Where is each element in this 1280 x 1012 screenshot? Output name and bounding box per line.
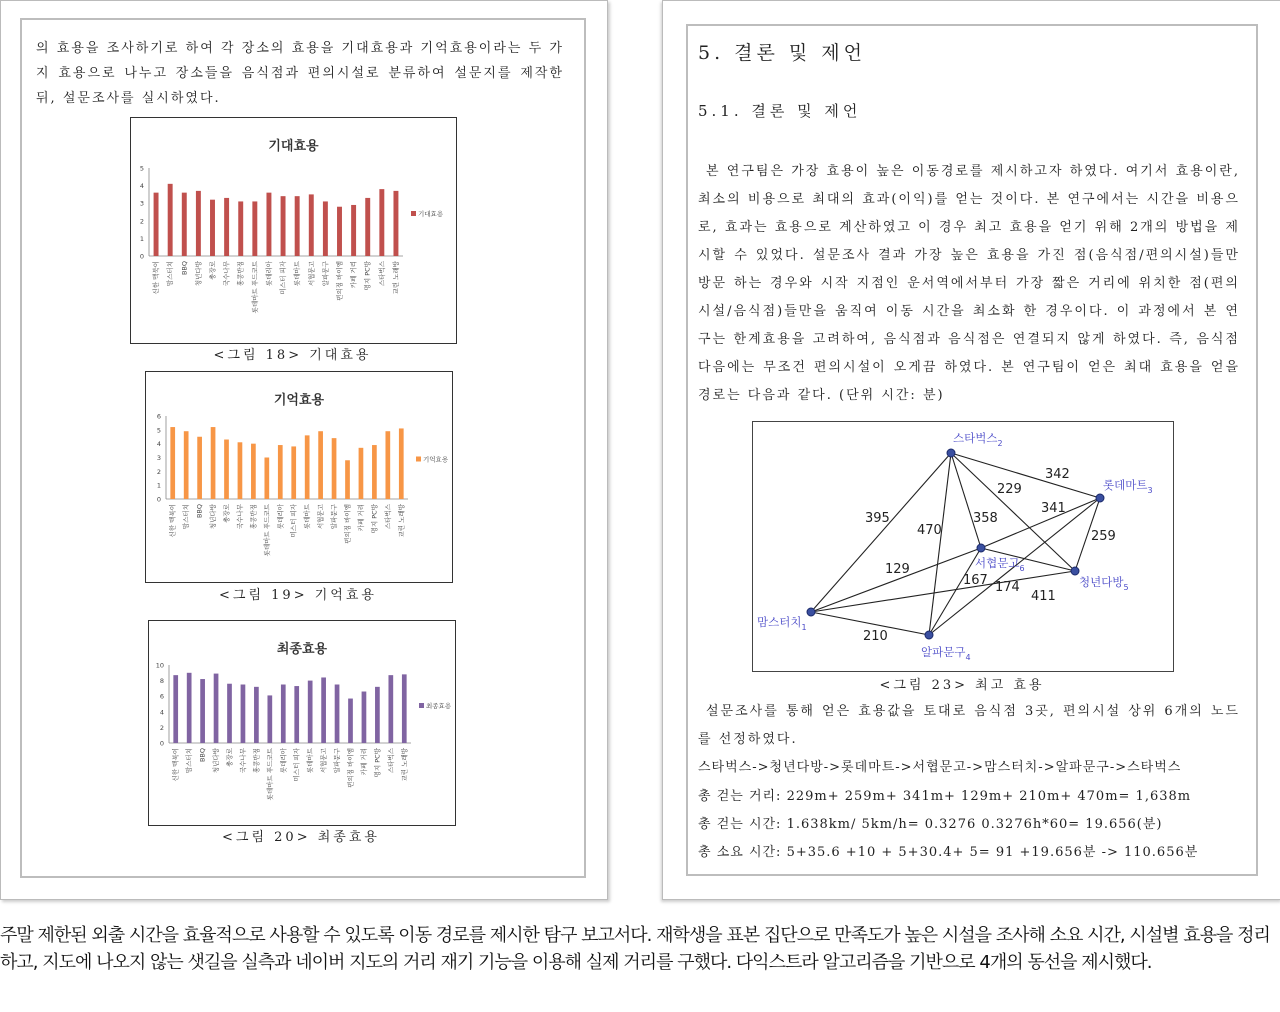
edge-weight-label: 259 xyxy=(1091,529,1116,544)
y-tick-label: 10 xyxy=(155,661,164,670)
x-tick-label: 스타벅스 xyxy=(377,261,386,287)
utility-graph-svg xyxy=(753,422,1173,671)
bar xyxy=(281,685,286,744)
expected-utility-chart xyxy=(130,117,457,344)
graph-node xyxy=(807,608,815,616)
fig23-caption: <그림 23> 최고 효용 xyxy=(879,678,1045,693)
edge-weight-label: 358 xyxy=(973,511,998,526)
total-walk-time-text: 총 걷는 시간: 1.638km/ 5km/h= 0.3276 0.3276h*60= 19.656(분) xyxy=(698,817,1163,832)
bar xyxy=(385,431,390,499)
x-tick-label: 스타벅스 xyxy=(383,504,392,530)
x-tick-label: 롯데리아 xyxy=(264,261,273,287)
x-tick-label: BBQ xyxy=(195,504,204,519)
bar xyxy=(375,687,380,743)
bar xyxy=(351,205,356,256)
y-tick-label: 5 xyxy=(139,164,144,173)
edge-weight-label: 174 xyxy=(995,580,1020,595)
total-time-text: 총 소요 시간: 5+35.6 +10 + 5+30.4+ 5= 91 +19.656분 -> 110.656분 xyxy=(698,845,1199,860)
bar xyxy=(388,675,393,743)
x-tick-label: 청년다방 xyxy=(209,504,218,530)
bar xyxy=(318,431,323,499)
graph-edge xyxy=(929,453,951,635)
subsection-title: 5.1. 결론 및 제언 xyxy=(698,102,862,120)
node-label: 롯데마트$_3$ xyxy=(1103,478,1153,495)
x-tick-label: 서협문고 xyxy=(319,748,328,774)
bar xyxy=(393,191,398,256)
x-tick-label: 서협문고 xyxy=(316,504,325,530)
node-label: 서협문고$_6$ xyxy=(975,556,1025,573)
graph-edge xyxy=(811,548,981,612)
x-tick-label: 명지 PC방 xyxy=(363,261,372,291)
x-tick-label: 카페 거리 xyxy=(356,504,365,532)
fig19-caption: <그림 19> 기억효용 xyxy=(219,588,377,603)
y-tick-label: 3 xyxy=(156,454,161,462)
graph-node xyxy=(977,544,985,552)
x-tick-label: 명지 PC방 xyxy=(370,504,379,534)
x-tick-label: 홍콩반점 xyxy=(249,504,258,530)
section-title: 5. 결론 및 제언 xyxy=(698,42,867,64)
edge-weight-label: 210 xyxy=(863,629,888,644)
x-tick-label: 국수나무 xyxy=(238,748,247,774)
bar xyxy=(266,193,271,256)
bar xyxy=(399,428,404,499)
x-tick-label: 청년다방 xyxy=(194,261,203,287)
bar xyxy=(214,674,219,743)
bar xyxy=(184,431,189,499)
bar xyxy=(281,196,286,256)
final-utility-chart-svg xyxy=(149,621,455,825)
expected-utility-chart-svg xyxy=(131,118,456,343)
x-tick-label: 맘스터치 xyxy=(166,261,175,287)
x-tick-label: 미스터 피자 xyxy=(292,748,301,782)
edge-weight-label: 395 xyxy=(865,511,890,526)
y-tick-label: 2 xyxy=(156,467,161,476)
bar xyxy=(359,448,364,499)
x-tick-label: 홍콩반점 xyxy=(252,748,261,774)
bar xyxy=(170,427,175,499)
bar xyxy=(305,435,310,499)
x-tick-label: 충장로 xyxy=(225,748,234,767)
bar xyxy=(210,200,215,256)
x-tick-label: 알파문구 xyxy=(333,748,342,774)
bar xyxy=(345,460,350,499)
x-tick-label: 신한 맥북이 xyxy=(168,504,177,538)
x-tick-label: 국수나무 xyxy=(235,504,244,530)
x-tick-label: 서협문고 xyxy=(307,261,316,287)
x-tick-label: 충장로 xyxy=(208,261,217,280)
bar xyxy=(402,674,407,743)
y-tick-label: 6 xyxy=(159,692,164,701)
bar xyxy=(197,437,202,499)
y-tick-label: 0 xyxy=(159,739,164,748)
edge-weight-label: 341 xyxy=(1041,501,1066,516)
x-tick-label: 알파문구 xyxy=(321,261,330,287)
y-tick-label: 2 xyxy=(139,217,144,226)
intro-paragraph: 의 효용을 조사하기로 하여 각 장소의 효용을 기대효용과 기억효용이라는 두 가지 효용으로 나누고 장소들을 음식점과 편의시설로 분류하여 설문지를 제작한 뒤, 설문조사를 실시하였다. xyxy=(36,41,564,106)
edge-weight-label: 167 xyxy=(963,573,988,588)
bar xyxy=(372,445,377,499)
conclusion-paragraph: 본 연구팀은 가장 효용이 높은 이동경로를 제시하고자 하였다. 여기서 효용이란, 최소의 비용으로 최대의 효과(이익)를 얻는 것이다. 본 연구에서는 시간을 비용으로, 효과는 효용으로 계산하였고 이 경우 최고 효용을 얻기 위해 2개의 방법을 제시할 수 있었다. 설문조사 결과 가장 높은 효용을 가진 점(음식점/편의시설)들만 방문 하는 경우와 시작 지점인 운서역에서부터 가장 짧은 거리에 위치한 점(편의시설/음식점)들만을 움직여 이동 시간을 최소화 한 경우이다. 이 과정에서 본 연구는 한계효용을 고려하여, 음식점과 음식점은 연결되지 않게 하였다. 즉, 음식점 다음에는 무조건 편의시설이 오게끔 하였다. 본 연구팀이 얻은 최대 효용을 얻을 경로는 다음과 같다. (단위 시간: 분) xyxy=(698,164,1240,403)
bar xyxy=(173,675,178,743)
memory-utility-chart xyxy=(145,371,453,583)
bar xyxy=(337,207,342,256)
bar xyxy=(211,427,216,499)
bar xyxy=(264,458,269,500)
memory-utility-chart-svg xyxy=(146,372,452,582)
x-tick-label: 편의점 바이엠 xyxy=(335,261,344,301)
y-tick-label: 4 xyxy=(139,182,144,191)
bar xyxy=(251,444,256,499)
x-tick-label: 롯데리아 xyxy=(279,748,288,774)
x-tick-label: 편의점 바이엠 xyxy=(346,748,355,788)
x-tick-label: 편의점 바이엠 xyxy=(343,504,352,544)
graph-node xyxy=(1096,494,1104,502)
x-tick-label: 카페 거리 xyxy=(359,748,368,776)
bar xyxy=(294,686,299,743)
bar xyxy=(335,685,340,744)
bar xyxy=(254,687,259,743)
edge-weight-label: 342 xyxy=(1045,467,1070,482)
y-tick-label: 8 xyxy=(159,677,164,686)
bar xyxy=(308,681,313,743)
node-label: 스타벅스$_2$ xyxy=(953,431,1003,448)
bar xyxy=(379,189,384,256)
edge-weight-label: 411 xyxy=(1031,589,1056,604)
chart-title: 기대효용 xyxy=(268,139,319,154)
x-tick-label: 알파문구 xyxy=(330,504,339,530)
bar xyxy=(267,695,272,743)
x-tick-label: 국수나무 xyxy=(222,261,231,287)
bar xyxy=(187,673,192,743)
x-tick-label: 교린 노래방 xyxy=(391,261,400,295)
y-tick-label: 4 xyxy=(159,708,164,717)
legend-label: 기대효용 xyxy=(418,210,444,218)
bar xyxy=(323,201,328,256)
x-tick-label: 신한 맥북이 xyxy=(152,261,161,295)
graph-node xyxy=(925,631,933,639)
bar xyxy=(154,193,159,256)
x-tick-label: 신한 맥북이 xyxy=(171,748,180,782)
legend-label: 기억효용 xyxy=(423,455,449,464)
y-tick-label: 0 xyxy=(139,252,144,261)
bar xyxy=(348,699,353,743)
bar xyxy=(182,193,187,256)
bar xyxy=(238,201,243,256)
bar xyxy=(238,442,243,499)
legend-swatch xyxy=(416,457,421,462)
x-tick-label: 청년다방 xyxy=(212,748,221,774)
utility-graph xyxy=(752,421,1174,672)
node-label: 청년다방$_5$ xyxy=(1079,575,1129,592)
legend-label: 최종효용 xyxy=(426,702,452,710)
x-tick-label: 맘스터치 xyxy=(185,748,194,774)
x-tick-label: 충장로 xyxy=(222,504,231,523)
x-tick-label: 롯데마트 xyxy=(293,261,302,287)
report-summary: 주말 제한된 외출 시간을 효율적으로 사용할 수 있도록 이동 경로를 제시한 탐구 보고서다. 재학생을 표본 집단으로 만족도가 높은 시설을 조사해 소요 시간, 시설별 효용을 정리하고, 지도에 나오지 않는 샛길을 실측과 네이버 지도의 거리 재기 기능을 이용해 실제 거리를 구했다. 다익스트라 알고리즘을 기반으로 4개의 동선을 제시했다. xyxy=(0,925,1270,973)
x-tick-label: 롯데마트 푸드코트 xyxy=(250,261,259,314)
bar xyxy=(278,445,283,499)
x-tick-label: 교린 노래방 xyxy=(400,748,409,782)
bar xyxy=(332,438,337,499)
bar xyxy=(224,198,229,256)
bar xyxy=(252,201,257,256)
legend-swatch xyxy=(411,211,416,216)
y-tick-label: 2 xyxy=(159,723,164,732)
edge-weight-label: 470 xyxy=(917,523,942,538)
chart-title: 기억효용 xyxy=(273,393,325,408)
bar xyxy=(295,196,300,256)
x-tick-label: 롯데마트 푸드코트 xyxy=(262,504,271,557)
bar xyxy=(321,677,326,743)
bar xyxy=(241,685,246,744)
x-tick-label: 롯데마트 xyxy=(306,748,315,774)
x-tick-label: BBQ xyxy=(180,261,189,276)
y-tick-label: 4 xyxy=(156,440,161,449)
x-tick-label: 롯데리아 xyxy=(276,504,285,530)
y-tick-label: 1 xyxy=(139,234,144,243)
y-tick-label: 3 xyxy=(139,199,144,208)
graph-node xyxy=(947,449,955,457)
node-label: 알파문구$_4$ xyxy=(921,645,971,662)
node-label: 맘스터치$_1$ xyxy=(757,615,807,632)
x-tick-label: 미스터 피자 xyxy=(289,504,298,538)
bar xyxy=(196,191,201,256)
x-tick-label: 미스터 피자 xyxy=(279,261,288,295)
final-utility-chart xyxy=(148,620,456,826)
x-tick-label: 명지 PC방 xyxy=(373,748,382,778)
chart-title: 최종효용 xyxy=(276,642,328,657)
graph-edge xyxy=(929,548,981,635)
graph-node xyxy=(1071,567,1079,575)
x-tick-label: 카페 거리 xyxy=(349,261,358,289)
x-tick-label: 롯데마트 xyxy=(303,504,312,530)
x-tick-label: 스타벅스 xyxy=(386,748,395,774)
bar xyxy=(309,194,314,256)
bar xyxy=(365,198,370,256)
x-tick-label: 맘스터치 xyxy=(182,504,191,530)
edge-weight-label: 129 xyxy=(885,562,910,577)
route-text: 스타벅스->청년다방->롯데마트->서협문고->맘스터치->알파문구->스타벅스 xyxy=(698,760,1182,775)
y-tick-label: 6 xyxy=(156,412,161,421)
bar xyxy=(291,446,296,499)
bar xyxy=(168,184,173,256)
bar xyxy=(227,684,232,743)
y-tick-label: 1 xyxy=(156,481,161,490)
bar xyxy=(200,679,205,743)
legend-swatch xyxy=(419,703,424,708)
bar xyxy=(224,440,229,499)
y-tick-label: 0 xyxy=(156,495,161,504)
fig20-caption: <그림 20> 최종효용 xyxy=(222,830,380,845)
graph-edge xyxy=(951,453,1100,498)
x-tick-label: 롯데마트 푸드코트 xyxy=(265,748,274,801)
fig18-caption: <그림 18> 기대효용 xyxy=(213,348,372,363)
y-tick-label: 5 xyxy=(156,426,161,435)
node-selection-text: 설문조사를 통해 얻은 효용값을 토대로 음식점 3곳, 편의시설 상위 6개의 노드를 선정하였다. xyxy=(698,704,1240,747)
x-tick-label: 홍콩반점 xyxy=(236,261,245,287)
total-distance-text: 총 걷는 거리: 229m+ 259m+ 341m+ 129m+ 210m+ 470m= 1,638m xyxy=(698,789,1192,804)
bar xyxy=(362,692,367,743)
x-tick-label: BBQ xyxy=(198,748,207,763)
x-tick-label: 교린 노래방 xyxy=(397,504,406,538)
edge-weight-label: 229 xyxy=(997,482,1022,497)
